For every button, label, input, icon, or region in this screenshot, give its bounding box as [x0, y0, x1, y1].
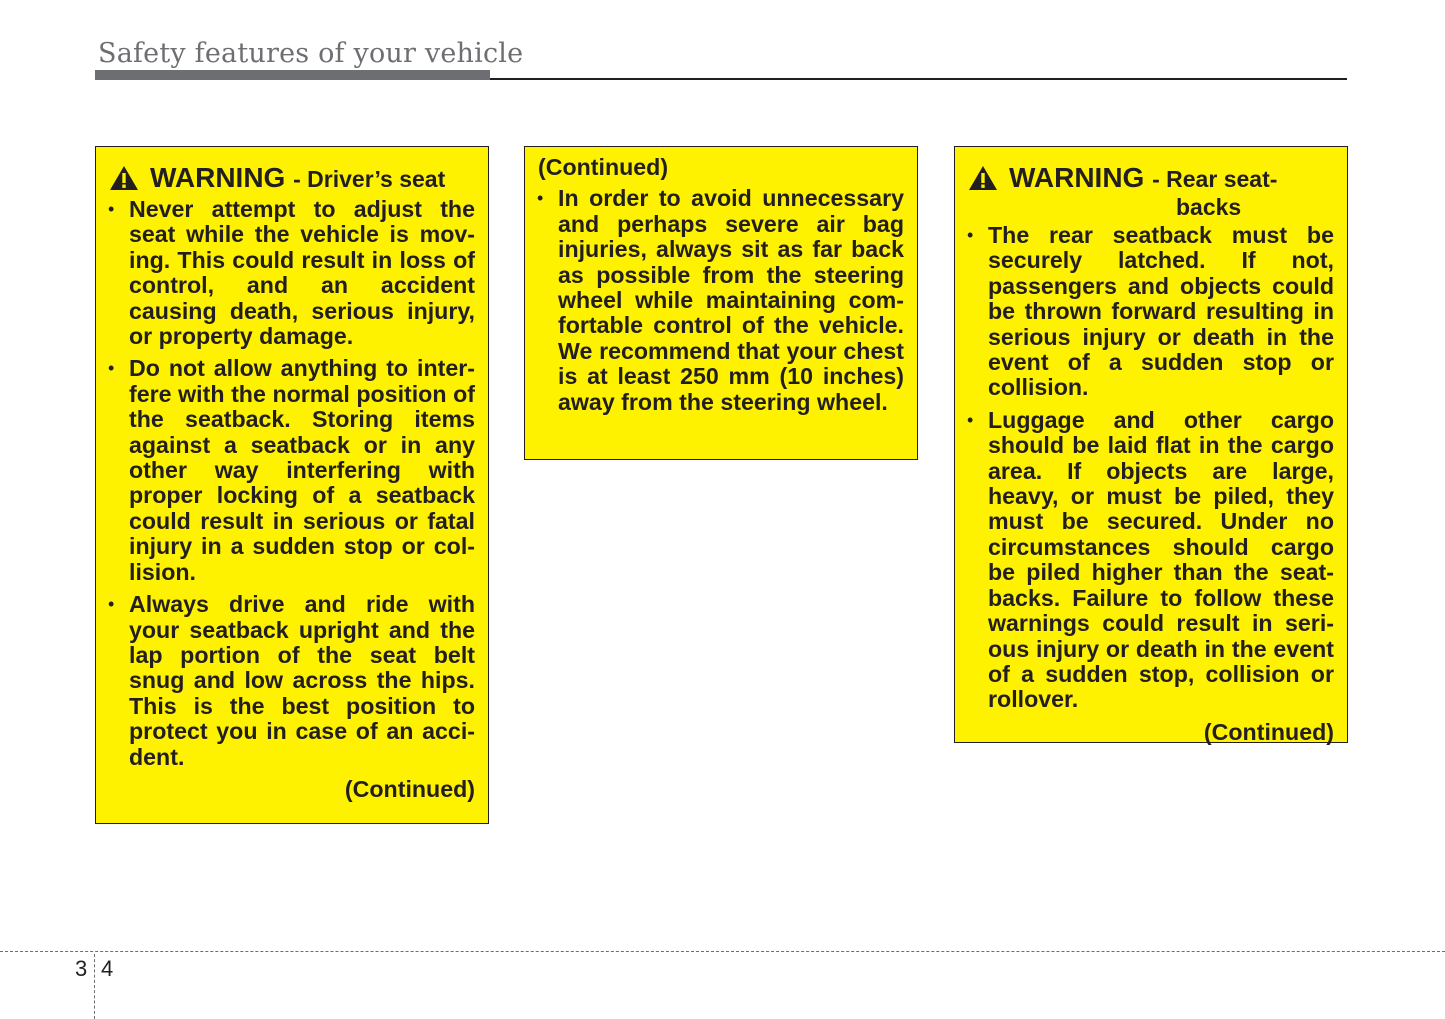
warning-label: WARNING - Rear seat- [1009, 162, 1278, 193]
warning-box-rear-seatbacks [954, 146, 1348, 743]
warning-subject: - Rear seat- [1152, 166, 1278, 192]
list-item: • In order to avoid unnecessary and perhaps severe air bag injuries, always sit as far back as possible from the steering wheel while maintaining comfortable control of the vehicle. We recommend that your chest is at least 250 mm (10 inches) away from the steering wheel. [538, 186, 904, 415]
warning-subject-continued: backs [1176, 194, 1242, 220]
warning-triangle-icon [109, 165, 139, 191]
page-number: 4 [101, 956, 114, 981]
header-bar [95, 70, 490, 80]
warning-list [109, 197, 475, 770]
warning-title [109, 163, 475, 197]
list-item: • Do not allow anything to interfere with the normal position of the seatback. Storing items against a seatback or in any other way interfering with proper locking of a seatback could result in serious or fatal injury in a sudden stop or collision. [109, 356, 475, 585]
warning-title [968, 163, 1334, 223]
continued-heading: (Continued) [538, 154, 669, 180]
warning-box-drivers-seat [95, 146, 489, 824]
section-title: Safety features of your vehicle [98, 38, 524, 69]
list-item: • Luggage and other cargo should be laid flat in the cargo area. If objects are large, heavy, or must be piled, they must be secured. Under no circumstances should cargo be piled higher than the seatbacks. Failure to follow these warnings could result in serious injury or death in the event of a sudden stop, collision or rollover. [968, 408, 1334, 713]
continued-label: (Continued) [1203, 718, 1334, 745]
continued-label: (Continued) [344, 775, 475, 802]
warning-subject: - Driver’s seat [293, 166, 446, 192]
warning-label: WARNING - Driver’s seat [150, 162, 446, 193]
chapter-number: 3 [75, 956, 88, 981]
warning-triangle-icon [968, 165, 998, 191]
warning-list [968, 223, 1334, 713]
page-number-divider [94, 954, 95, 1019]
list-item: • Always drive and ride with your seatback upright and the lap portion of the seat belt snug and low across the hips. This is the best position to protect you in case of an accident. [109, 592, 475, 770]
warning-list [538, 186, 904, 415]
list-item: • The rear seatback must be securely latched. If not, passengers and objects could be thrown forward resulting in serious injury or death in the event of a sudden stop or collision. [968, 223, 1334, 401]
continued-box-airbag [524, 146, 918, 460]
page-divider [0, 951, 1445, 952]
header-rule [490, 78, 1347, 80]
list-item: • Never attempt to adjust the seat while the vehicle is moving. This could result in loss of control, and an accident causing death, serious injury, or property damage. [109, 197, 475, 349]
